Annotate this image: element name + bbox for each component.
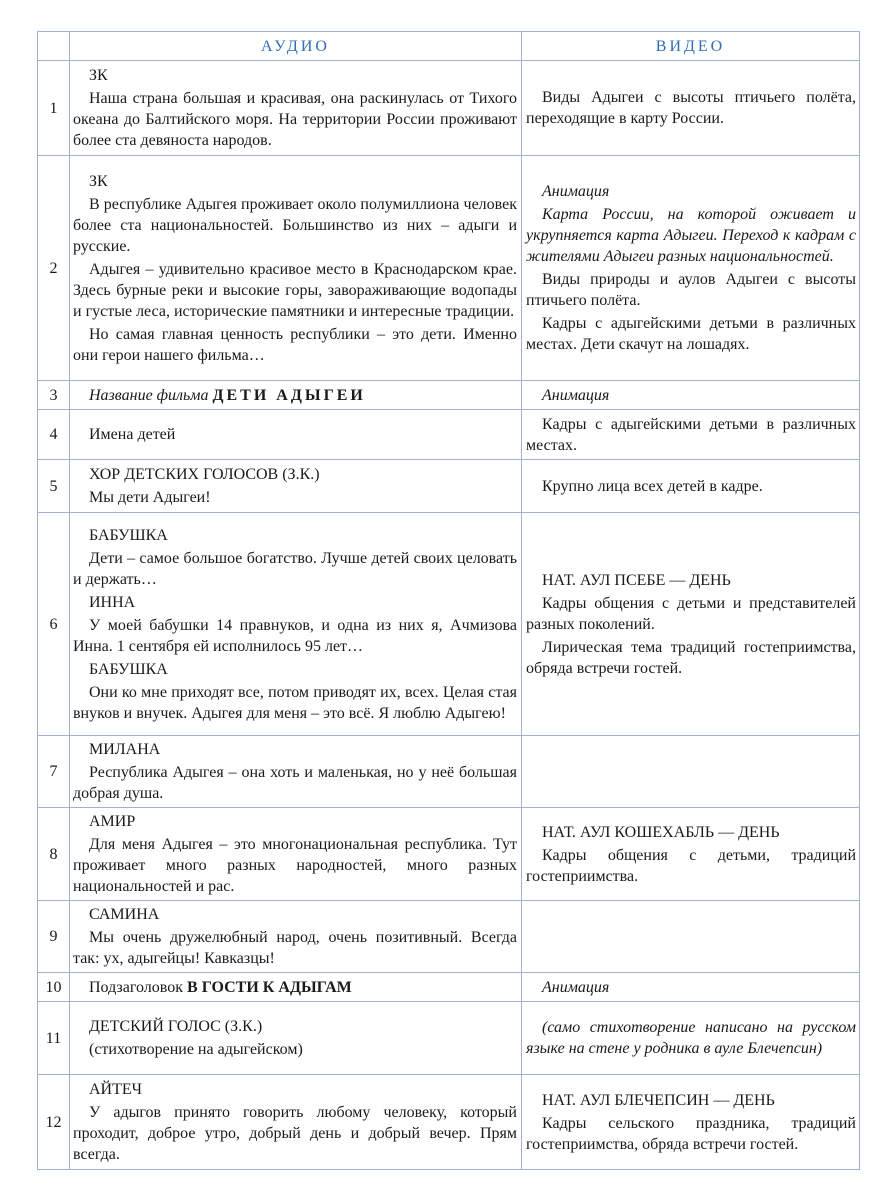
audio-paragraph [73,904,517,925]
video-paragraph [526,181,856,202]
video-paragraph [526,570,856,591]
table-row [38,808,860,901]
audio-text: Подзаголовок [89,978,188,996]
table-row [38,1075,860,1170]
audio-paragraph [73,682,517,724]
video-cell [522,808,860,901]
audio-paragraph [73,1016,517,1037]
audio-text: Они ко мне приходят все, потом приводят их, всех. Целая стая внуков и внучек. Адыгея для меня – это всё. Я люблю Адыгею! [73,683,517,722]
audio-text: Адыгея – удивительно красивое место в Краснодарском крае. Здесь бурные реки и высокие горы, завораживающие водопады и густые леса, исторические памятники и интересные традиции. [73,260,517,320]
video-cell [522,410,860,460]
audio-text: Но самая главная ценность республики – это дети. Именно они герои нашего фильма… [73,325,517,364]
video-text: Кадры общения с детьми, традиций гостеприимства. [526,846,856,885]
video-paragraph [526,1113,856,1155]
audio-paragraph [73,834,517,897]
video-text: Кадры общения с детьми и представителей разных поколений. [526,594,856,633]
video-text: Крупно лица всех детей в кадре. [542,477,763,495]
audio-paragraph [73,424,517,445]
audio-text: САМИНА [89,906,160,923]
row-number: 7 [38,736,70,808]
audio-paragraph [73,548,517,590]
video-text: Анимация [542,978,610,996]
audio-paragraph [73,1039,517,1060]
audio-cell [70,736,522,808]
audio-text: Название фильма [89,386,213,404]
video-text: Кадры с адыгейскими детьми в различных местах. Дети скачут на лошадях. [526,315,856,353]
row-number: 5 [38,460,70,513]
audio-text: БАБУШКА [89,660,168,678]
video-paragraph [526,204,856,267]
audio-text: Имена детей [89,426,176,443]
audio-paragraph [73,464,517,485]
video-cell [522,381,860,410]
table-row [38,61,860,156]
video-cell [522,901,860,973]
video-paragraph [526,414,856,456]
video-paragraph [526,385,856,406]
header-num-cell [38,32,70,61]
video-text: Кадры с адыгейскими детьми в различных местах. [526,415,856,454]
row-number: 9 [38,901,70,973]
audio-text: (стихотворение на адыгейском) [89,1041,303,1058]
audio-paragraph [73,65,517,86]
row-number: 10 [38,973,70,1002]
video-paragraph [526,845,856,887]
audio-cell [70,61,522,156]
video-cell [522,156,860,381]
audio-paragraph [73,927,517,969]
table-row [38,156,860,381]
audio-paragraph [73,525,517,546]
video-text: Виды природы и аулов Адыгеи с высоты птичьего полёта. [526,271,856,309]
video-text: НАТ. АУЛ КОШЕХАБЛЬ — ДЕНЬ [542,823,780,841]
video-text: (само стихотворение написано на русском языке на стене у родника в ауле Блечепсин) [526,1019,856,1057]
video-cell [522,736,860,808]
audio-paragraph [73,762,517,804]
audio-cell [70,156,522,381]
audio-text: ЗК [89,67,108,84]
row-number: 12 [38,1075,70,1170]
audio-text: Дети – самое большое богатство. Лучше детей своих целовать и держать… [73,549,517,588]
row-number: 1 [38,61,70,156]
audio-text: Мы дети Адыгеи! [89,489,211,506]
video-paragraph [526,822,856,843]
audio-cell [70,901,522,973]
audio-paragraph [73,1102,517,1165]
video-text: Анимация [542,386,610,404]
video-paragraph [526,1017,856,1059]
table-row [38,513,860,736]
audio-text: Для меня Адыгея – это многонациональная республика. Тут проживает много разных народностей, много разных национальностей и рас. [73,836,517,895]
audio-paragraph [73,171,517,192]
audio-cell [70,381,522,410]
video-paragraph [526,269,856,311]
video-text: НАТ. АУЛ ПСЕБЕ — ДЕНЬ [542,571,731,589]
row-number: 6 [38,513,70,736]
table-row [38,381,860,410]
audio-cell [70,973,522,1002]
video-paragraph [526,476,856,497]
audio-text: ХОР ДЕТСКИХ ГОЛОСОВ (З.К.) [89,466,320,483]
audio-paragraph [73,1079,517,1100]
audio-text: АЙТЕЧ [89,1081,143,1098]
video-text: НАТ. АУЛ БЛЕЧЕПСИН — ДЕНЬ [542,1091,775,1109]
audio-paragraph [73,615,517,657]
header-video: ВИДЕО [522,32,860,61]
audio-paragraph [73,324,517,366]
audio-text: ЗК [89,172,108,190]
video-cell [522,61,860,156]
row-number: 11 [38,1002,70,1075]
video-cell [522,513,860,736]
audio-paragraph [73,592,517,613]
audio-cell [70,460,522,513]
audio-text: В республике Адыгея проживает около полумиллиона человек более ста национальностей. Большинство из них – адыги и русские. [73,195,517,255]
subtitle-text: В ГОСТИ К АДЫГАМ [187,978,352,996]
video-paragraph [526,1090,856,1111]
video-cell [522,460,860,513]
video-text: Карта России, на которой оживает и укрупняется карта Адыгеи. Переход к кадрам с жителями Адыгеи разных национальностей. [526,206,856,265]
audio-text: У адыгов принято говорить любому человеку, который проходит, доброе утро, добрый день и добрый вечер. Прям всегда. [73,1104,517,1163]
row-number: 8 [38,808,70,901]
audio-text: ИННА [89,593,136,611]
video-paragraph [526,313,856,355]
video-cell [522,973,860,1002]
audio-text: АМИР [89,813,136,830]
audio-cell [70,1002,522,1075]
audio-paragraph [73,811,517,832]
audio-text: ДЕТСКИЙ ГОЛОС (З.К.) [89,1018,263,1035]
audio-paragraph [73,259,517,322]
audio-cell [70,808,522,901]
table-row [38,901,860,973]
audio-paragraph [73,977,517,998]
row-number: 3 [38,381,70,410]
audio-text: Республика Адыгея – она хоть и маленькая, но у неё большая добрая душа. [73,764,517,802]
row-number: 4 [38,410,70,460]
script-table [37,31,860,1170]
video-text: Кадры сельского праздника, традиций гостеприимства, обряда встречи гостей. [526,1114,856,1153]
audio-text: Мы очень дружелюбный народ, очень позитивный. Всегда так: ух, адыгейцы! Кавказцы! [73,929,517,967]
table-row [38,1002,860,1075]
audio-paragraph [73,88,517,151]
header-row [38,32,860,61]
film-title: ДЕТИ АДЫГЕИ [212,386,366,404]
audio-cell [70,513,522,736]
audio-text: У моей бабушки 14 правнуков, и одна из них я, Ачмизова Инна. 1 сентября ей исполнилось 95 лет… [73,616,517,655]
audio-cell [70,1075,522,1170]
audio-cell [70,410,522,460]
header-audio: АУДИО [70,32,522,61]
video-cell [522,1002,860,1075]
table-row [38,410,860,460]
audio-paragraph [73,194,517,257]
video-text: Виды Адыгеи с высоты птичьего полёта, переходящие в карту России. [526,89,856,127]
audio-text: МИЛАНА [89,741,161,758]
table-row [38,973,860,1002]
video-paragraph [526,87,856,129]
audio-paragraph [73,659,517,680]
audio-text: Наша страна большая и красивая, она раскинулась от Тихого океана до Балтийского моря. На территории России проживают более ста девяноста народов. [73,90,517,149]
audio-paragraph [73,487,517,508]
audio-paragraph [73,739,517,760]
audio-text: БАБУШКА [89,526,168,544]
audio-paragraph [73,385,517,406]
video-text: Лирическая тема традиций гостеприимства, обряда встречи гостей. [526,638,856,677]
table-row [38,460,860,513]
video-paragraph [526,593,856,635]
video-paragraph [526,637,856,679]
video-cell [522,1075,860,1170]
table-row [38,736,860,808]
video-text: Анимация [542,183,610,200]
video-paragraph [526,977,856,998]
row-number: 2 [38,156,70,381]
